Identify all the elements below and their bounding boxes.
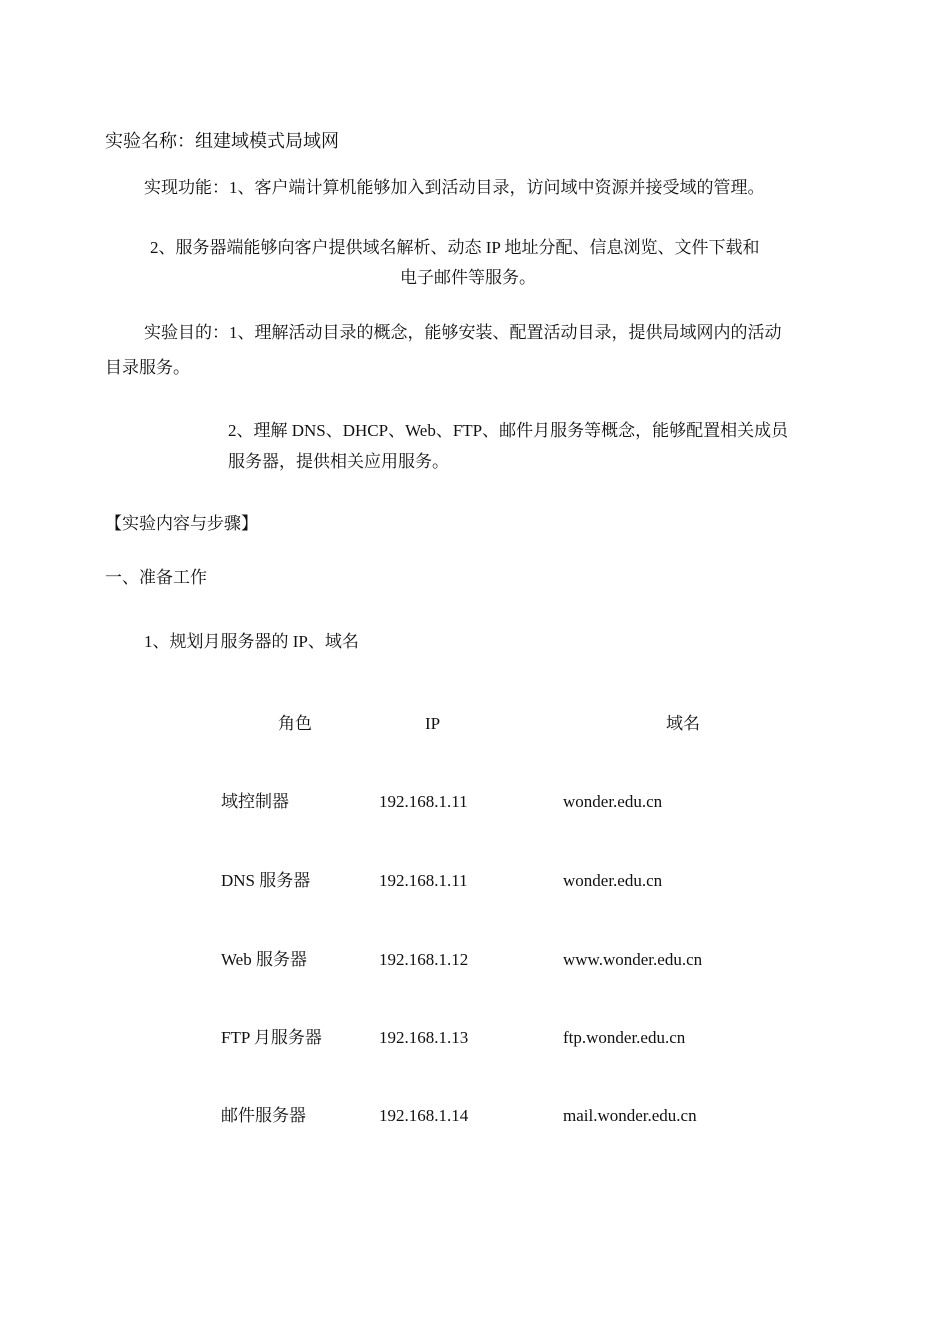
cell-role: 邮件服务器: [221, 1106, 306, 1125]
cell-ip: 192.168.1.14: [379, 1106, 469, 1125]
cell-role: Web 服务器: [221, 950, 307, 969]
cell-domain: mail.wonder.edu.cn: [563, 1106, 697, 1125]
header-ip: IP: [425, 714, 441, 733]
cell-role: FTP 月服务器: [221, 1028, 322, 1047]
experiment-title: 实验名称：组建域模式局域网: [105, 131, 339, 151]
function-line-2: 2、服务器端能够向客户提供域名解析、动态 IP 地址分配、信息浏览、文件下载和: [150, 238, 760, 257]
cell-domain: ftp.wonder.edu.cn: [563, 1028, 686, 1047]
cell-ip: 192.168.1.13: [379, 1028, 469, 1047]
cell-domain: wonder.edu.cn: [563, 871, 663, 890]
cell-role: DNS 服务器: [221, 871, 311, 890]
header-role: 角色: [278, 714, 312, 733]
purpose-line-2: 目录服务。: [105, 358, 190, 377]
sub-heading: 1、规划月服务器的 IP、域名: [144, 632, 359, 651]
cell-ip: 192.168.1.11: [379, 871, 468, 890]
cell-ip: 192.168.1.11: [379, 792, 468, 811]
function-line-1: 实现功能：1、客户端计算机能够加入到活动目录，访问域中资源并接受域的管理。: [144, 178, 765, 197]
header-domain: 域名: [666, 714, 700, 733]
purpose-line-4: 服务器，提供相关应用服务。: [228, 452, 449, 471]
section-heading: 【实验内容与步骤】: [105, 514, 258, 533]
step-heading: 一、准备工作: [105, 568, 207, 587]
cell-role: 域控制器: [221, 792, 289, 811]
cell-domain: wonder.edu.cn: [563, 792, 663, 811]
purpose-line-3: 2、理解 DNS、DHCP、Web、FTP、邮件月服务等概念，能够配置相关成员: [228, 421, 789, 440]
cell-ip: 192.168.1.12: [379, 950, 469, 969]
cell-domain: www.wonder.edu.cn: [563, 950, 703, 969]
function-line-3: 电子邮件等服务。: [400, 268, 536, 287]
purpose-line-1: 实验目的：1、理解活动目录的概念，能够安装、配置活动目录，提供局域网内的活动: [144, 323, 782, 342]
